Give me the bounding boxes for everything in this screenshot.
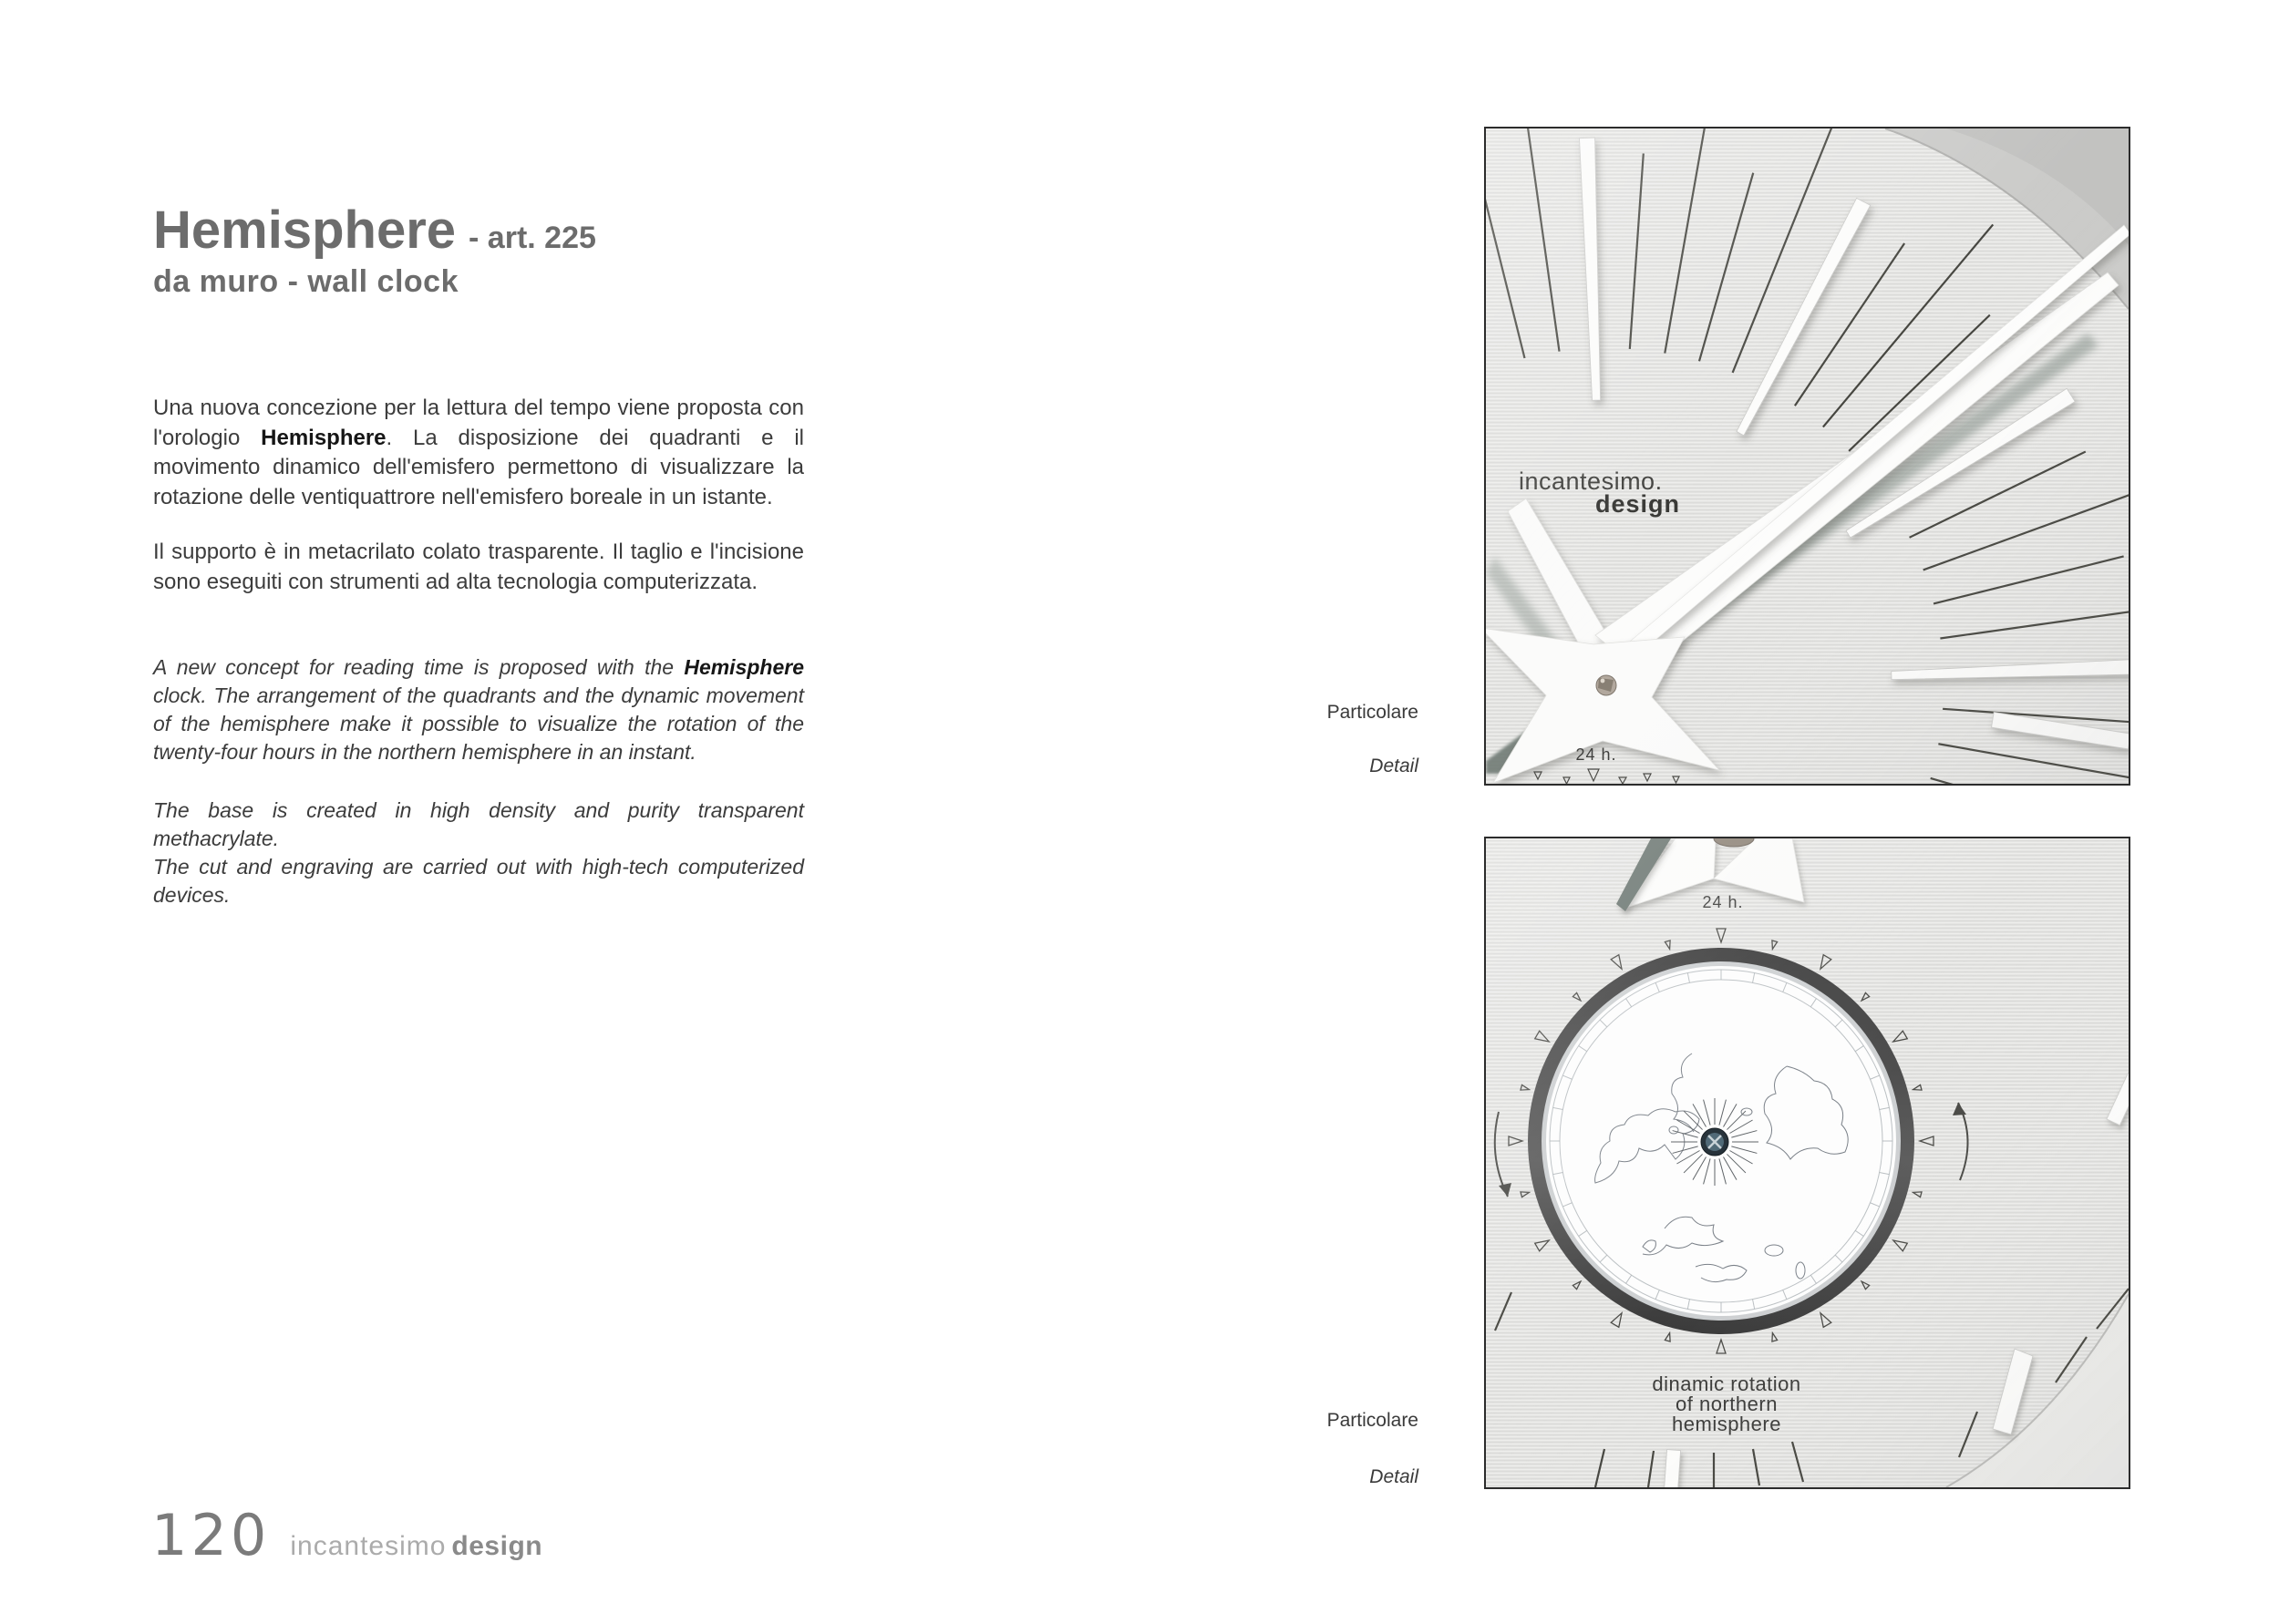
paragraph-text: . La disposizione dei quadranti e il movimento dinamico dell'emisfero permettono di visualizzare la rotazione delle ventiquattrore nell'emisfero boreale in un istante.: [153, 425, 804, 509]
paragraph-italian-2: Il supporto è in metacrilato colato trasparente. Il taglio e l'incisione sono eseguiti con strumenti ad alta tecnologia computerizzata.: [153, 540, 804, 594]
figure-2-label-particolare: Particolare: [1326, 1410, 1418, 1431]
page-title: [153, 200, 596, 260]
page-number: 120: [151, 1502, 271, 1568]
figure-2-hemisphere-detail-photo: [1484, 837, 2130, 1489]
brand-logo: [290, 1531, 542, 1562]
paragraph-italian-1: [153, 394, 804, 512]
photo-lighting-overlay: [1486, 838, 2129, 1487]
paragraph-line: The base is created in high density and purity transparent methacrylate.: [153, 798, 804, 850]
photo-lighting-overlay: [1486, 128, 2129, 784]
product-name-bold: Hemisphere: [261, 425, 387, 450]
brand-light: incantesimo: [290, 1531, 447, 1561]
product-name-bold: Hemisphere: [684, 655, 804, 679]
product-name: Hemisphere: [153, 200, 457, 260]
article-number: - art. 225: [469, 221, 596, 255]
hemisphere-detail-image: [1486, 838, 2129, 1487]
paragraph-text: A new concept for reading time is proposed with the: [153, 655, 685, 679]
paragraph-text: clock. The arrangement of the quadrants and the dynamic movement of the hemisphere make it possible to visualize the rotation of the twenty-four hours in the northern hemisphere in an instant.: [153, 684, 804, 764]
paragraph-english-1: [153, 653, 804, 766]
figure-2-label-detail: Detail: [1369, 1466, 1418, 1487]
figure-1-label-particolare: Particolare: [1326, 702, 1418, 723]
figure-1-clock-detail-photo: [1484, 127, 2130, 786]
paragraph-english-2: [153, 797, 804, 910]
clock-detail-image: [1486, 128, 2129, 784]
paragraph-text: Una nuova concezione per la lettura del tempo viene proposta con l'orologio: [153, 396, 804, 450]
brand-bold: design: [451, 1531, 543, 1561]
paragraph-line: The cut and engraving are carried out with high-tech computerized devices.: [153, 855, 804, 907]
page-subtitle: da muro - wall clock: [153, 264, 459, 299]
figure-1-label-detail: Detail: [1369, 755, 1418, 776]
title-block: [153, 200, 596, 300]
page-footer: [151, 1502, 542, 1568]
